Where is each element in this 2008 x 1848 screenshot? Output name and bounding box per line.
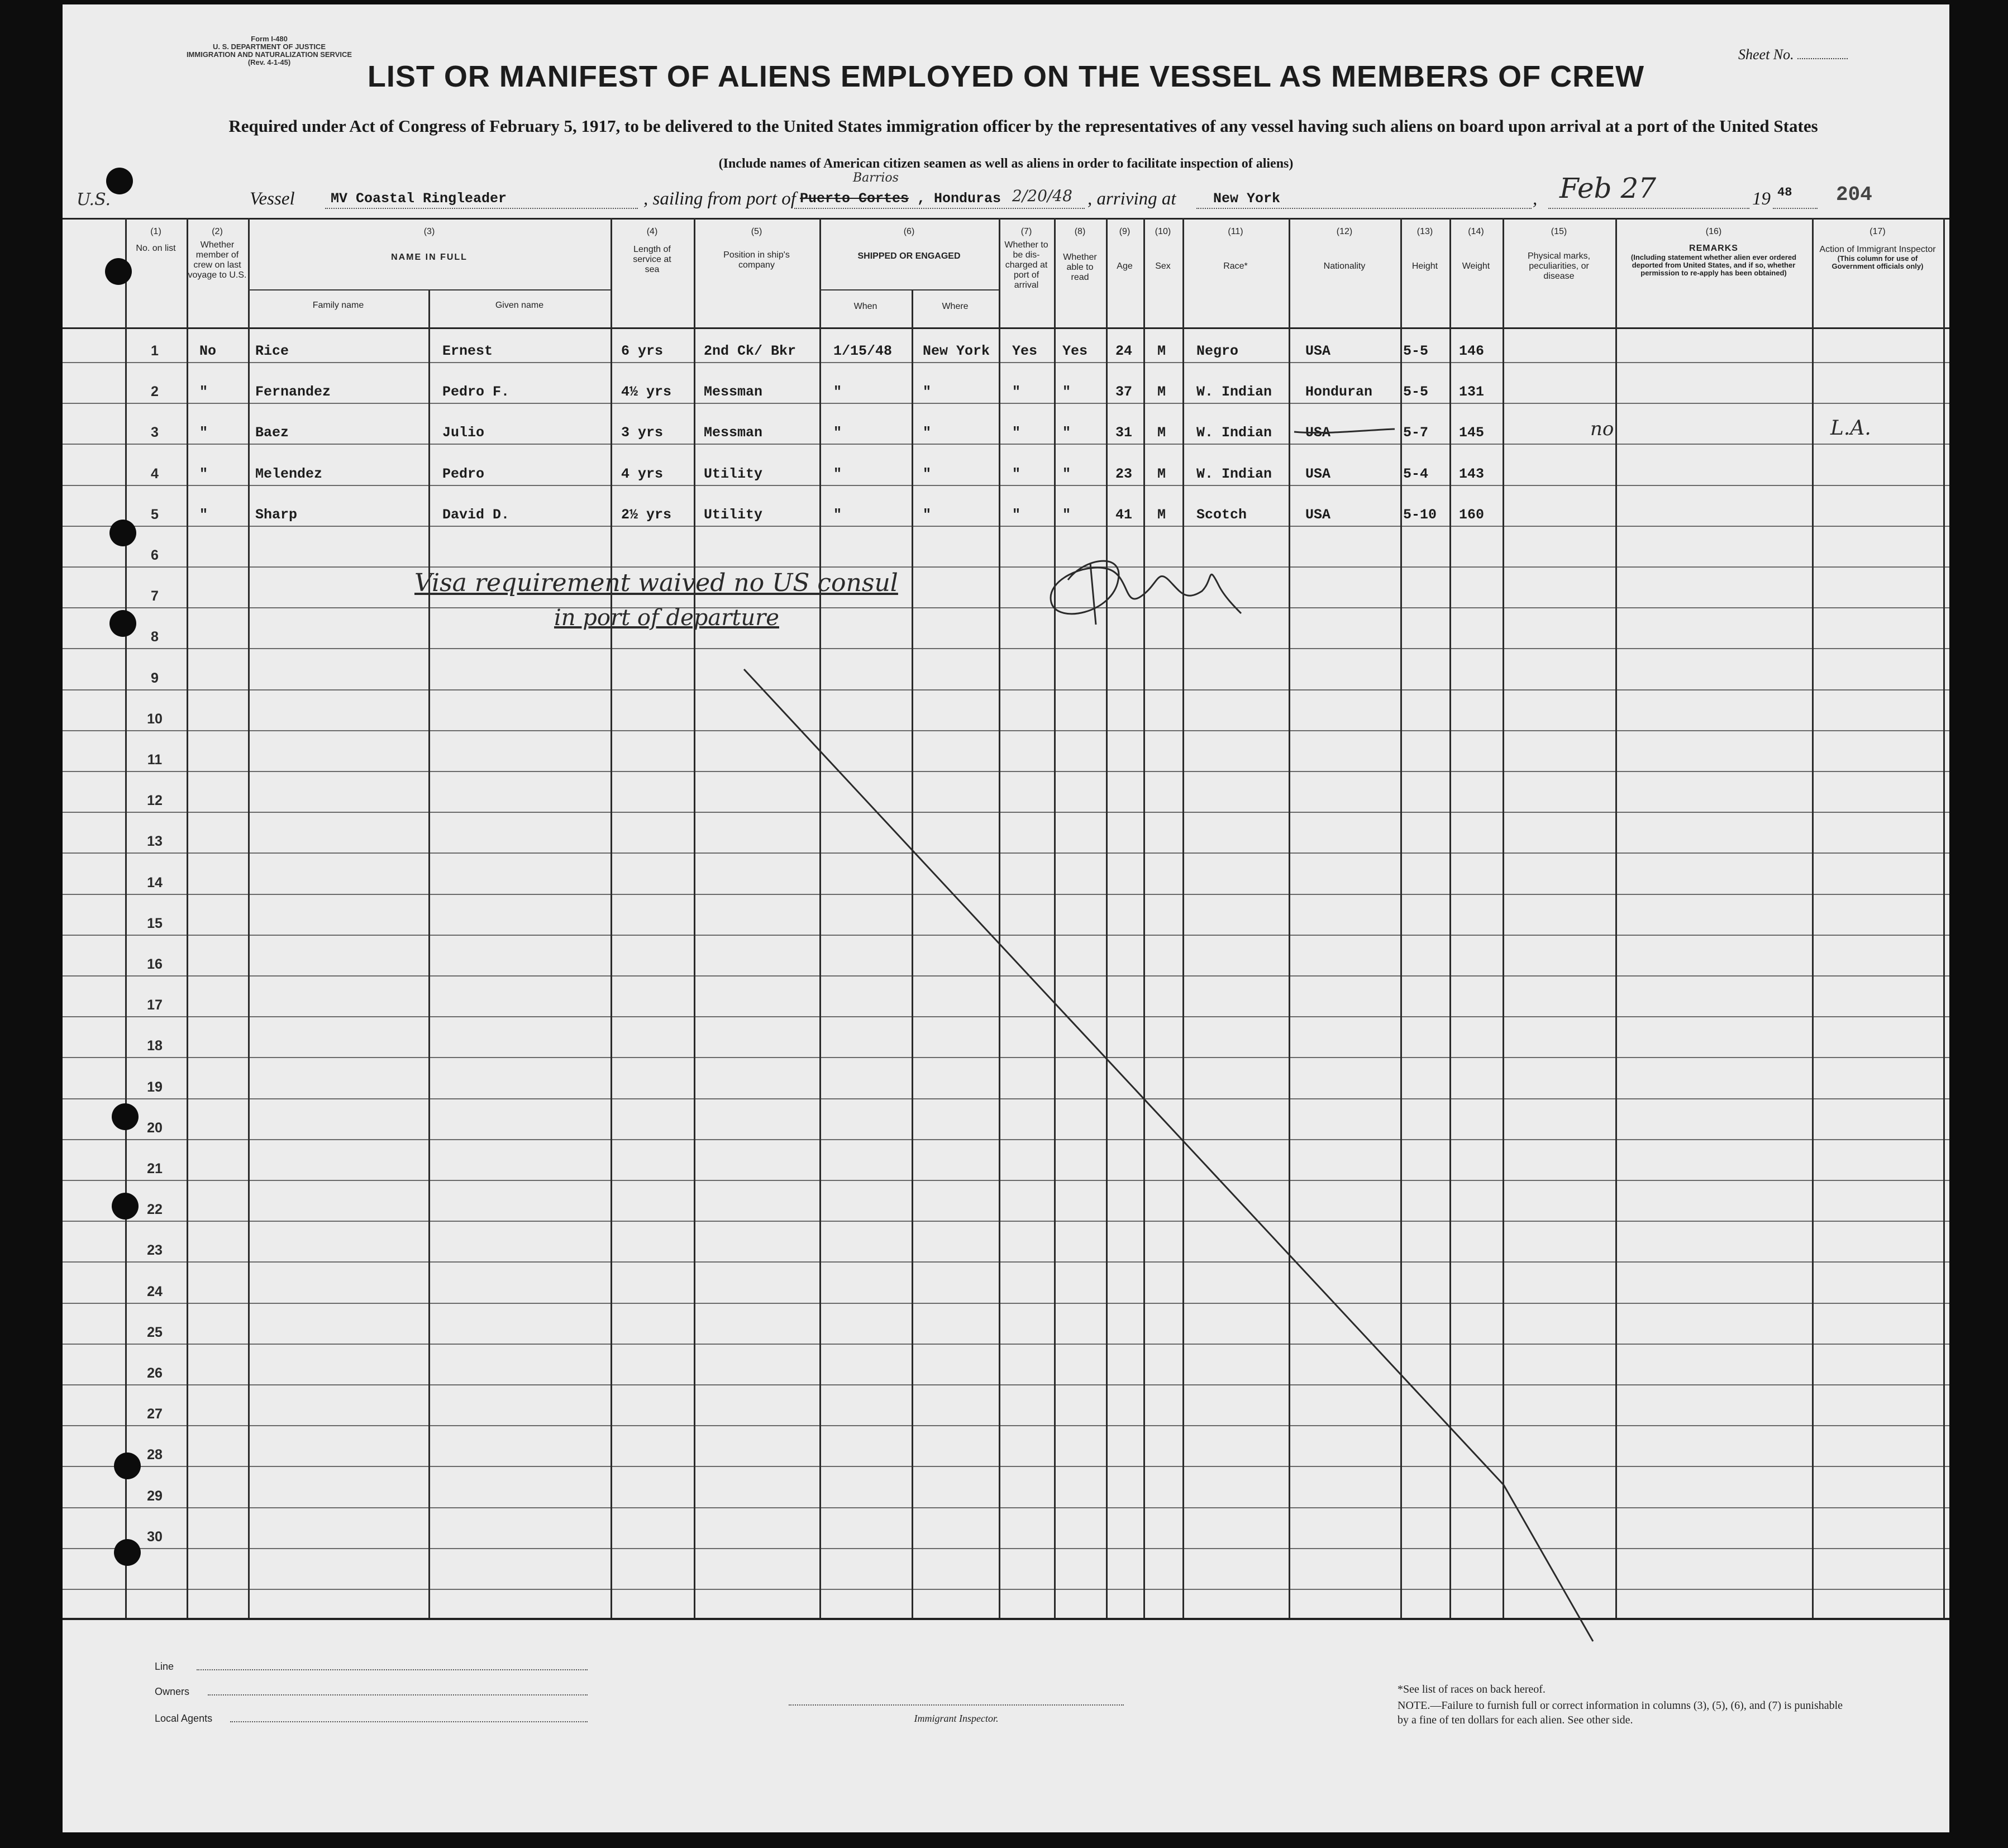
discharged-cell: "	[1012, 466, 1021, 482]
sex-cell: M	[1157, 466, 1166, 482]
height-cell: 5-5	[1403, 343, 1429, 359]
header-col15-label: Physical marks, peculiarities, or disease	[1527, 251, 1591, 281]
row-number: 25	[147, 1325, 163, 1340]
cancel-slash	[744, 669, 1593, 1641]
vessel-name: MV Coastal Ringleader	[331, 190, 507, 207]
nationality-cell: USA	[1305, 343, 1331, 359]
row-number: 27	[147, 1406, 163, 1422]
race-cell: W. Indian	[1196, 466, 1272, 482]
row-number: 14	[147, 875, 163, 890]
row-number: 29	[147, 1488, 163, 1504]
position-cell: Messman	[704, 425, 763, 441]
discharged-cell: "	[1012, 384, 1021, 400]
position-cell: Utility	[704, 466, 763, 482]
nationality-cell: USA	[1305, 466, 1331, 482]
row-number: 22	[147, 1202, 163, 1217]
header-given-name: Given name	[495, 301, 544, 310]
port-country: , Honduras	[917, 190, 1001, 207]
header-col17-sub: (This column for use of Government officials only)	[1831, 254, 1924, 270]
shipped-where-cell: "	[923, 507, 932, 523]
punch-hole	[112, 1103, 139, 1130]
punch-hole	[109, 610, 136, 637]
footer-note: NOTE.—Failure to furnish full or correct information in columns (3), (5), (6), and (7) is punishable by a fine of ten dollars for each alien. See other side.	[1398, 1699, 1843, 1726]
header-when: When	[853, 302, 877, 311]
able-to-read-cell: "	[1062, 466, 1071, 482]
service-length-cell: 3 yrs	[621, 425, 664, 441]
sheet-number-label: Sheet No.	[1738, 46, 1794, 63]
position-cell: Utility	[704, 507, 763, 523]
row-number: 26	[147, 1365, 163, 1381]
nationality-cell: USA	[1305, 507, 1331, 523]
height-cell: 5-7	[1403, 425, 1429, 441]
family-name-cell: Rice	[255, 343, 289, 359]
service-length-cell: 4 yrs	[621, 466, 664, 482]
footer-owners-label: Owners	[155, 1686, 190, 1697]
header-col3-num: (3)	[423, 227, 435, 236]
punch-hole	[112, 1193, 139, 1220]
nationality-underline	[1294, 429, 1395, 433]
sailing-label: , sailing from port of	[643, 189, 796, 209]
arriving-port: New York	[1213, 190, 1281, 207]
sex-cell: M	[1157, 425, 1166, 441]
form-id: Form I-480	[251, 35, 288, 43]
shipped-when-cell: "	[833, 384, 842, 400]
header-col11-label: Race*	[1223, 261, 1248, 271]
header-col7-num: (7)	[1020, 227, 1032, 236]
shipped-where-cell: "	[923, 466, 932, 482]
family-name-cell: Fernandez	[255, 384, 331, 400]
given-name-cell: Pedro F.	[442, 384, 510, 400]
header-col6-num: (6)	[903, 227, 915, 236]
given-name-cell: Julio	[442, 425, 485, 441]
family-name-cell: Baez	[255, 425, 289, 441]
able-to-read-cell: "	[1062, 507, 1071, 523]
page-title: LIST OR MANIFEST OF ALIENS EMPLOYED ON THE VESSEL AS MEMBERS OF CREW	[367, 60, 1645, 93]
manifest-sheet	[63, 4, 1949, 1832]
stamp-number: 204	[1836, 183, 1872, 206]
arriving-label: , arriving at	[1088, 189, 1176, 209]
given-name-cell: Ernest	[442, 343, 493, 359]
last-voyage-cell: "	[199, 507, 208, 523]
year: 48	[1777, 185, 1792, 199]
service-length-cell: 2½ yrs	[621, 507, 672, 523]
vessel-label: Vessel	[250, 189, 295, 209]
header-col17-label: Action of Immigrant Inspector	[1819, 245, 1936, 254]
year-prefix: 19	[1752, 189, 1771, 209]
header-col1-label: No. on list	[136, 244, 176, 253]
row-number: 20	[147, 1120, 163, 1136]
row-number: 30	[147, 1529, 163, 1545]
punch-hole	[114, 1539, 141, 1566]
port-struck: Puerto Cortes	[800, 190, 909, 207]
weight-cell: 160	[1459, 507, 1485, 523]
last-voyage-cell: "	[199, 425, 208, 441]
race-cell: Negro	[1196, 343, 1239, 359]
nationality-cell: Honduran	[1305, 384, 1373, 400]
row-number: 13	[147, 833, 163, 849]
race-cell: Scotch	[1196, 507, 1247, 523]
header-col17-num: (17)	[1869, 227, 1886, 236]
family-name-cell: Melendez	[255, 466, 323, 482]
last-voyage-cell: "	[199, 384, 208, 400]
race-cell: W. Indian	[1196, 384, 1272, 400]
punch-hole	[105, 258, 132, 285]
able-to-read-cell: Yes	[1062, 343, 1088, 359]
shipped-where-cell: New York	[923, 343, 990, 359]
service-length-cell: 6 yrs	[621, 343, 664, 359]
height-cell: 5-10	[1403, 507, 1437, 523]
header-col11-num: (11)	[1228, 227, 1243, 236]
header-col15-num: (15)	[1551, 227, 1567, 236]
age-cell: 41	[1115, 507, 1133, 523]
header-col16-sub: (Including statement whether alien ever ordered deported from United States, and if so, whether permission to re-apply has been obtained)	[1630, 253, 1797, 277]
vessel-line: U.S. Vessel MV Coastal Ringleader , sailing from port of Puerto Cortes Barrios , Honduras 2/20/48 , arriving at New York , Feb 27 19 48 204	[77, 171, 1872, 209]
visa-note-line1: Visa requirement waived no US consul	[414, 569, 898, 597]
weight-cell: 131	[1459, 384, 1485, 400]
row-number: 23	[147, 1242, 163, 1258]
age-cell: 31	[1115, 425, 1133, 441]
revision: (Rev. 4-1-45)	[247, 58, 291, 66]
header-col9-label: Age	[1117, 261, 1133, 271]
shipped-when-cell: 1/15/48	[833, 343, 893, 359]
header-col7-label: Whether to be dis- charged at port of arrival	[1004, 240, 1048, 290]
row-number: 3	[151, 425, 159, 440]
sailing-date: 2/20/48	[1012, 187, 1072, 205]
header-col5-num: (5)	[751, 227, 762, 236]
discharged-cell: "	[1012, 507, 1021, 523]
position-cell: 2nd Ck/ Bkr	[704, 343, 796, 359]
footer-agents-label: Local Agents	[155, 1713, 213, 1724]
arrival-date: Feb 27	[1559, 172, 1657, 204]
header-col13-label: Height	[1411, 261, 1438, 271]
service-length-cell: 4½ yrs	[621, 384, 672, 400]
row-number: 16	[147, 956, 163, 972]
race-cell: W. Indian	[1196, 425, 1272, 441]
header-col3-label: NAME IN FULL	[391, 253, 468, 262]
shipped-where-cell: "	[923, 384, 932, 400]
punch-hole	[106, 168, 133, 194]
weight-cell: 146	[1459, 343, 1485, 359]
subtitle: Required under Act of Congress of February 5, 1917, to be delivered to the United States immigration officer by the representatives of any vessel having such aliens on board upon arrival at a port of the United States	[228, 116, 1818, 136]
punch-hole	[109, 520, 136, 546]
row-number: 1	[151, 343, 159, 359]
row-number: 2	[151, 384, 159, 399]
punch-hole	[114, 1452, 141, 1479]
nationality-cell: USA	[1305, 425, 1331, 441]
header-col8-num: (8)	[1074, 227, 1086, 236]
weight-cell: 143	[1459, 466, 1485, 482]
row-number: 17	[147, 997, 163, 1013]
header-col14-label: Weight	[1462, 261, 1490, 271]
row-number: 5	[151, 507, 159, 522]
subtitle-note: (Include names of American citizen seamen as well as aliens in order to facilitate inspection of aliens)	[718, 156, 1294, 171]
height-cell: 5-4	[1403, 466, 1429, 482]
footer-line-label: Line	[155, 1661, 174, 1672]
port-handwritten: Barrios	[853, 171, 899, 185]
position-cell: Messman	[704, 384, 763, 400]
weight-cell: 145	[1459, 425, 1485, 441]
shipped-when-cell: "	[833, 507, 842, 523]
footer-races-note: *See list of races on back hereof.	[1398, 1683, 1546, 1695]
row-number: 10	[147, 711, 163, 727]
row-number: 9	[151, 670, 159, 686]
age-cell: 23	[1115, 466, 1133, 482]
shipped-when-cell: "	[833, 425, 842, 441]
header-where: Where	[942, 302, 969, 311]
row-number: 11	[147, 752, 163, 768]
family-name-cell: Sharp	[255, 507, 298, 523]
header-col16-num: (16)	[1705, 227, 1722, 236]
row-number: 4	[151, 466, 159, 482]
header-col4-num: (4)	[646, 227, 658, 236]
able-to-read-cell: "	[1062, 425, 1071, 441]
pen-marks	[63, 4, 1949, 1832]
header-family-name: Family name	[312, 301, 364, 310]
header-col12-label: Nationality	[1323, 261, 1366, 271]
shipped-when-cell: "	[833, 466, 842, 482]
us-mark: U.S.	[77, 190, 111, 209]
header-col10-num: (10)	[1155, 227, 1171, 236]
able-to-read-cell: "	[1062, 384, 1071, 400]
inspector-signature	[1051, 561, 1241, 625]
age-cell: 37	[1115, 384, 1133, 400]
row-number: 15	[147, 916, 163, 931]
header-col2-label: Whether member of crew on last voyage to U.S.	[188, 240, 247, 280]
row-number: 8	[151, 629, 159, 645]
sex-cell: M	[1157, 384, 1166, 400]
header-col16-label: REMARKS	[1689, 244, 1738, 253]
last-voyage-cell: No	[199, 343, 217, 359]
header-col2-num: (2)	[212, 227, 223, 236]
visa-note-line2: in port of departure	[554, 605, 779, 631]
sex-cell: M	[1157, 343, 1166, 359]
inspector-action-row2: L.A.	[1830, 417, 1871, 440]
row-number: 12	[147, 793, 163, 808]
row-number: 6	[151, 547, 159, 563]
department: U. S. DEPARTMENT OF JUSTICE	[213, 42, 326, 51]
row-number: 21	[147, 1161, 163, 1177]
header-col12-num: (12)	[1336, 227, 1353, 236]
header-col14-num: (14)	[1468, 227, 1484, 236]
discharged-cell: "	[1012, 425, 1021, 441]
age-cell: 24	[1115, 343, 1133, 359]
given-name-cell: David D.	[442, 507, 510, 523]
header-col4-label: Length of service at sea	[633, 245, 671, 274]
row-number: 28	[147, 1447, 163, 1463]
row-number: 19	[147, 1079, 163, 1095]
row-number: 18	[147, 1038, 163, 1054]
shipped-where-cell: "	[923, 425, 932, 441]
discharged-cell: Yes	[1012, 343, 1038, 359]
row-number: 24	[147, 1284, 163, 1299]
service: IMMIGRATION AND NATURALIZATION SERVICE	[186, 50, 352, 59]
remark-row2: no	[1590, 418, 1614, 440]
header-col10-label: Sex	[1155, 261, 1171, 271]
header-col5-label: Position in ship's company	[723, 250, 790, 270]
sex-cell: M	[1157, 507, 1166, 523]
given-name-cell: Pedro	[442, 466, 485, 482]
header-col13-num: (13)	[1416, 227, 1433, 236]
footer-inspector-label: Immigrant Inspector.	[914, 1713, 999, 1724]
header-col9-num: (9)	[1119, 227, 1131, 236]
last-voyage-cell: "	[199, 466, 208, 482]
height-cell: 5-5	[1403, 384, 1429, 400]
header-col8-label: Whether able to read	[1063, 253, 1097, 282]
header-col1-num: (1)	[150, 227, 161, 236]
header-col6-label: SHIPPED OR ENGAGED	[857, 251, 961, 261]
row-number: 7	[151, 588, 159, 604]
